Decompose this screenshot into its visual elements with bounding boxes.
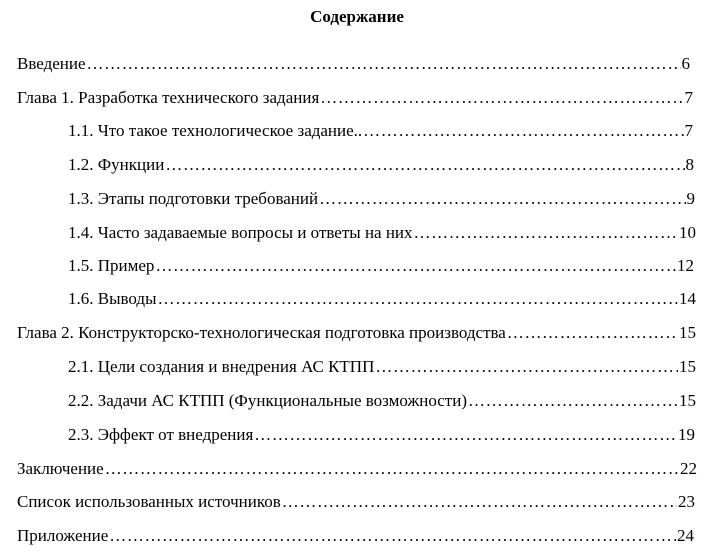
- toc-entry-text: Введение: [17, 54, 86, 73]
- toc-entry-page: 23: [678, 492, 695, 511]
- toc-entry-text: Приложение: [17, 526, 109, 545]
- toc-entry-page: 8: [685, 155, 694, 174]
- toc-entry-text: 1.4. Часто задаваемые вопросы и ответы на них: [68, 223, 413, 242]
- toc-entry-page: 15: [679, 391, 696, 410]
- toc-entry-1-3[interactable]: [68, 187, 695, 211]
- toc-entry-1-6[interactable]: [68, 287, 696, 311]
- toc-entry-chapter-1[interactable]: [17, 86, 693, 110]
- toc-leader-dots: [507, 321, 678, 345]
- page-title: Содержание: [310, 7, 404, 26]
- toc-entry-page: 12: [677, 256, 694, 275]
- toc-leader-dots: [109, 524, 676, 548]
- toc-entry-page: 7: [684, 88, 693, 107]
- toc-entry-page: 6: [681, 54, 690, 73]
- toc-entry-introduction[interactable]: [17, 52, 690, 76]
- toc-entry-page: 10: [679, 223, 696, 242]
- toc-entry-page: 14: [679, 289, 696, 308]
- toc-entry-1-5[interactable]: [68, 254, 694, 278]
- toc-entry-text: 1.3. Этапы подготовки требований: [68, 189, 319, 208]
- toc-leader-dots: [375, 355, 678, 379]
- toc-entry-page: 15: [679, 357, 696, 376]
- toc-entry-2-2[interactable]: [68, 389, 696, 413]
- toc-leader-dots: [414, 221, 678, 245]
- toc-entry-text: Глава 1. Разработка технического задания: [17, 88, 320, 107]
- toc-leader-dots: [282, 490, 677, 514]
- toc-entry-conclusion[interactable]: [17, 457, 697, 481]
- toc-leader-dots: [155, 254, 676, 278]
- toc-entry-page: 22: [680, 459, 697, 478]
- toc-entry-page: 9: [686, 189, 695, 208]
- toc-entry-1-1[interactable]: [68, 119, 693, 143]
- toc-entry-text: Заключение: [17, 459, 104, 478]
- toc-entry-text: Список использованных источников: [17, 492, 281, 511]
- toc-entry-references[interactable]: [17, 490, 695, 514]
- toc-leader-dots: [363, 119, 683, 143]
- toc-leader-dots: [158, 287, 678, 311]
- toc-entry-chapter-2[interactable]: [17, 321, 696, 345]
- toc-entry-text: 1.2. Функции: [68, 155, 165, 174]
- toc-entry-text: 2.3. Эффект от внедрения: [68, 425, 254, 444]
- toc-entry-2-1[interactable]: [68, 355, 696, 379]
- toc-entry-text: 2.2. Задачи АС КТПП (Функциональные возможности): [68, 391, 467, 410]
- toc-leader-dots: [468, 389, 678, 413]
- toc-entry-text: Глава 2. Конструкторско-технологическая подготовка производства: [17, 323, 506, 342]
- toc-entry-text: 1.5. Пример: [68, 256, 155, 275]
- toc-entry-page: 19: [678, 425, 695, 444]
- toc-entry-page: 15: [679, 323, 696, 342]
- toc-entry-text: 1.6. Выводы: [68, 289, 157, 308]
- toc-leader-dots: [320, 86, 683, 110]
- toc-leader-dots: [319, 187, 685, 211]
- toc-leader-dots: [105, 457, 679, 481]
- toc-entry-page: 24: [677, 526, 694, 545]
- toc-leader-dots: [254, 423, 677, 447]
- toc-entry-appendix[interactable]: [17, 524, 694, 548]
- toc-entry-text: 1.1. Что такое технологическое задание..: [68, 121, 363, 140]
- toc-entry-1-2[interactable]: [68, 153, 694, 177]
- toc-entry-2-3[interactable]: [68, 423, 695, 447]
- toc-leader-dots: [87, 52, 681, 76]
- toc-entry-page: 7: [684, 121, 693, 140]
- toc-leader-dots: [165, 153, 684, 177]
- toc-entry-1-4[interactable]: [68, 221, 696, 245]
- toc-entry-text: 2.1. Цели создания и внедрения АС КТПП: [68, 357, 375, 376]
